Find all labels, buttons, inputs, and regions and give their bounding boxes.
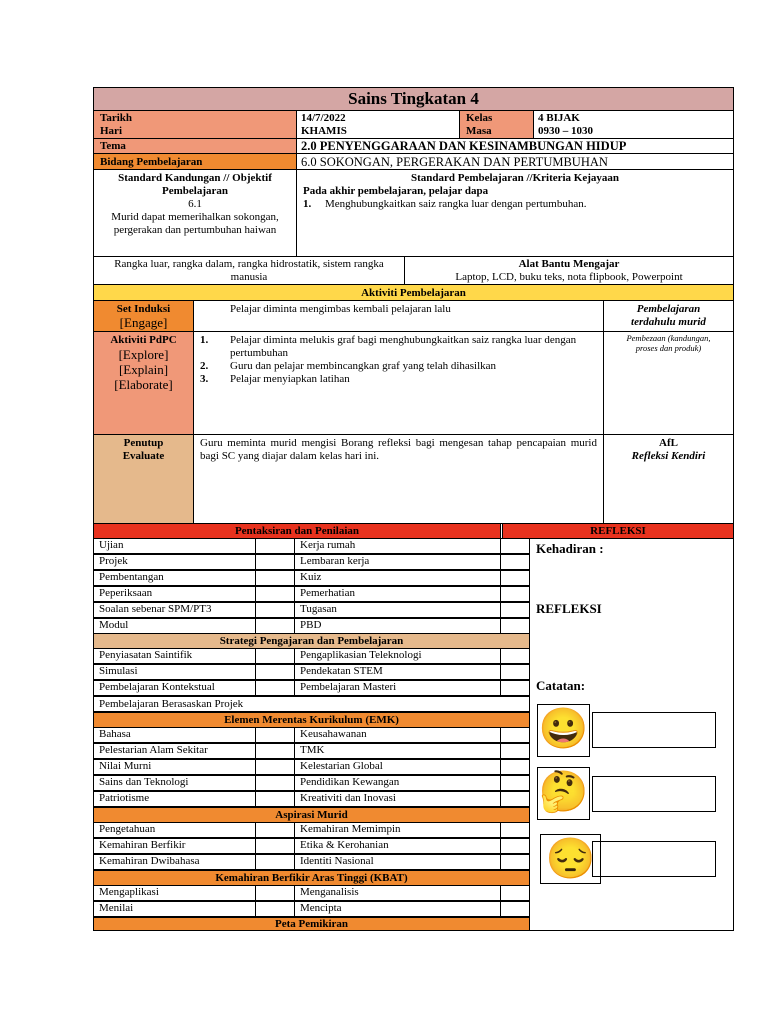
sp-item-number: 1. (303, 198, 312, 210)
pdpc-item-number: 3. (200, 373, 209, 385)
checkbox-cell[interactable] (500, 538, 530, 554)
checkbox-cell[interactable] (255, 885, 295, 901)
checkbox-cell[interactable] (255, 743, 295, 759)
afl-sub: Refleksi Kendiri (631, 450, 706, 462)
tarikh-hari-label (93, 110, 297, 139)
check-item-label: Pengaplikasian Teleknologi (294, 648, 501, 664)
page-title: Sains Tingkatan 4 (93, 87, 734, 111)
pdpc-item-text: Guru dan pelajar membincangkan graf yang telah dihasilkan (230, 360, 497, 372)
bidang-value: 6.0 SOKONGAN, PERGERAKAN DAN PERTUMBUHAN (296, 153, 734, 170)
happy-face-icon: 😀 (537, 704, 590, 757)
thinking-comment-box[interactable] (592, 776, 716, 812)
checkbox-cell[interactable] (255, 727, 295, 743)
pdpc-explain: [Explain] (118, 362, 169, 377)
masa-label: Masa (466, 125, 492, 137)
happy-comment-box[interactable] (592, 712, 716, 748)
kelas-masa-label (459, 110, 534, 139)
checkbox-cell[interactable] (500, 618, 530, 634)
check-item-label: Kerja rumah (294, 538, 501, 554)
check-item-label: Lembaran kerja (294, 554, 501, 570)
induksi-right: Pembelajaran terdahulu murid (603, 300, 734, 332)
checkbox-cell[interactable] (255, 538, 295, 554)
checkbox-cell[interactable] (500, 759, 530, 775)
alat-bantu (404, 256, 734, 285)
pdpc-right: Pembezaan (kandungan, proses dan produk) (603, 331, 734, 435)
pdpc-label (93, 331, 194, 435)
check-item-label: Kuiz (294, 570, 501, 586)
checkbox-cell[interactable] (255, 570, 295, 586)
tarikh-label: Tarikh (100, 112, 133, 124)
checkbox-cell[interactable] (500, 743, 530, 759)
penutup-title: Penutup (123, 437, 164, 449)
checkbox-cell[interactable] (500, 680, 530, 696)
check-item-label: Pembentangan (93, 570, 256, 586)
afl-cell (603, 434, 734, 524)
refleksi-heading: REFLEKSI (502, 523, 734, 539)
check-item-label: Kemahiran Dwibahasa (93, 854, 256, 870)
pdpc-item-number: 1. (200, 334, 209, 346)
thinking-face-icon: 🤔 (537, 767, 590, 820)
pdpc-item (200, 334, 597, 360)
checkbox-cell[interactable] (255, 822, 295, 838)
checkbox-cell[interactable] (255, 759, 295, 775)
checkbox-cell[interactable] (255, 854, 295, 870)
sk-text: Murid dapat memerihalkan sokongan, pergerakan dan pertumbuhan haiwan (111, 211, 279, 236)
checkbox-cell[interactable] (255, 901, 295, 917)
induksi-text: Pelajar diminta mengimbas kembali pelajaran lalu (193, 300, 604, 332)
pdpc-explore: [Explore] (118, 347, 169, 362)
checkbox-cell[interactable] (255, 680, 295, 696)
standard-kandungan (93, 169, 297, 257)
kelas-value: 4 BIJAK (538, 112, 580, 124)
induksi-label: Set Induksi (116, 303, 171, 315)
keywords: Rangka luar, rangka dalam, rangka hidrostatik, sistem rangka manusia (93, 256, 405, 285)
induksi-sub: [Engage] (119, 315, 168, 330)
pdpc-text (193, 331, 604, 435)
check-item-label: Keusahawanan (294, 727, 501, 743)
check-item-label: Kelestarian Global (294, 759, 501, 775)
checkbox-cell[interactable] (255, 618, 295, 634)
check-item-label: Peperiksaan (93, 586, 256, 602)
checkbox-cell[interactable] (500, 775, 530, 791)
hari-value: KHAMIS (301, 125, 347, 137)
kelas-label: Kelas (466, 112, 493, 124)
check-item-label: Penyiasatan Saintifik (93, 648, 256, 664)
check-item-label: Sains dan Teknologi (93, 775, 256, 791)
afl-label: AfL (659, 437, 678, 449)
sad-comment-box[interactable] (592, 841, 716, 877)
peta-heading: Peta Pemikiran (93, 917, 530, 931)
strategi-heading: Strategi Pengajaran dan Pembelajaran (93, 633, 530, 649)
check-item-label: Pembelajaran Kontekstual (93, 680, 256, 696)
tema-label: Tema (93, 138, 297, 154)
bidang-label: Bidang Pembelajaran (93, 153, 297, 170)
emk-heading: Elemen Merentas Kurikulum (EMK) (93, 712, 530, 728)
checkbox-cell[interactable] (500, 901, 530, 917)
sp-item-text: Menghubungkaitkan saiz rangka luar dengan pertumbuhan. (325, 198, 587, 210)
check-item-label: Pembelajaran Masteri (294, 680, 501, 696)
checkbox-cell[interactable] (500, 822, 530, 838)
pdpc-item-number: 2. (200, 360, 209, 372)
tema-value: 2.0 PENYENGGARAAN DAN KESINAMBUNGAN HIDUP (296, 138, 734, 154)
tarikh-value: 14/7/2022 (301, 112, 346, 124)
check-item-label: Modul (93, 618, 256, 634)
checkbox-cell[interactable] (500, 727, 530, 743)
checkbox-cell[interactable] (500, 554, 530, 570)
check-item-label: Ujian (93, 538, 256, 554)
alat-text: Laptop, LCD, buku teks, nota flipbook, Powerpoint (455, 271, 683, 283)
checkbox-cell[interactable] (255, 664, 295, 680)
checkbox-cell[interactable] (500, 586, 530, 602)
check-item-label: Kreativiti dan Inovasi (294, 791, 501, 807)
check-item-label: Etika & Kerohanian (294, 838, 501, 854)
checkbox-cell[interactable] (255, 554, 295, 570)
kelas-masa-value (533, 110, 734, 139)
checkbox-cell[interactable] (500, 854, 530, 870)
aktiviti-heading: Aktiviti Pembelajaran (93, 284, 734, 301)
check-item-label: Menilai (93, 901, 256, 917)
check-item-label: Identiti Nasional (294, 854, 501, 870)
check-item-label: PBD (294, 618, 501, 634)
pdpc-item-text: Pelajar menyiapkan latihan (230, 373, 350, 385)
standard-pembelajaran (296, 169, 734, 257)
check-item-label: Menganalisis (294, 885, 501, 901)
checkbox-cell[interactable] (255, 648, 295, 664)
checkbox-cell[interactable] (500, 885, 530, 901)
assessment-table (93, 523, 530, 931)
checkbox-cell[interactable] (255, 838, 295, 854)
sp-item (303, 198, 727, 211)
checkbox-cell[interactable] (255, 791, 295, 807)
catatan-label: Catatan: (536, 678, 586, 693)
check-item-label: Pendekatan STEM (294, 664, 501, 680)
aspirasi-heading: Aspirasi Murid (93, 807, 530, 823)
check-item-label: Kemahiran Berfikir (93, 838, 256, 854)
check-item-label: Tugasan (294, 602, 501, 618)
checkbox-cell[interactable] (500, 570, 530, 586)
masa-value: 0930 – 1030 (538, 125, 593, 137)
check-item-label: Pelestarian Alam Sekitar (93, 743, 256, 759)
pdpc-title: Aktiviti PdPC (110, 334, 177, 346)
tarikh-hari-value (296, 110, 460, 139)
pdpc-elaborate: [Elaborate] (114, 377, 173, 392)
penutup-label (93, 434, 194, 524)
kbat-heading: Kemahiran Berfikir Aras Tinggi (KBAT) (93, 870, 530, 886)
check-item-label: Mencipta (294, 901, 501, 917)
check-item-label: Soalan sebenar SPM/PT3 (93, 602, 256, 618)
check-item-label: Projek (93, 554, 256, 570)
check-item-label: Simulasi (93, 664, 256, 680)
check-item-label: Pemerhatian (294, 586, 501, 602)
kehadiran-label: Kehadiran : (536, 541, 604, 556)
checkbox-cell[interactable] (500, 648, 530, 664)
sp-intro: Pada akhir pembelajaran, pelajar dapa (303, 185, 489, 197)
pdpc-item (200, 360, 597, 373)
penutup-text: Guru meminta murid mengisi Borang refleksi bagi mengesan tahap pencapaian murid bagi SC yang diajar dalam kelas hari ini. (193, 434, 604, 524)
hari-label: Hari (100, 125, 122, 137)
sk-heading: Standard Kandungan // Objektif Pembelajaran (118, 172, 272, 197)
sp-heading: Standard Pembelajaran //Kriteria Kejayaan (410, 172, 620, 184)
check-item-label: Pendidikan Kewangan (294, 775, 501, 791)
check-item-label: Nilai Murni (93, 759, 256, 775)
pentaksiran-heading: Pentaksiran dan Penilaian (93, 523, 501, 539)
checkbox-cell[interactable] (500, 838, 530, 854)
set-induksi-label (93, 300, 194, 332)
checkbox-cell[interactable] (500, 664, 530, 680)
pdpc-item (200, 373, 597, 386)
sk-code: 6.1 (188, 198, 202, 210)
check-item-label: Patriotisme (93, 791, 256, 807)
checkbox-cell[interactable] (500, 602, 530, 618)
check-item-label: TMK (294, 743, 501, 759)
check-item-label: Kemahiran Memimpin (294, 822, 501, 838)
checkbox-cell[interactable] (255, 775, 295, 791)
refleksi-panel (529, 538, 734, 931)
penutup-sub: Evaluate (122, 450, 165, 462)
check-item-label: Bahasa (93, 727, 256, 743)
checkbox-cell[interactable] (255, 602, 295, 618)
check-item-label: Mengaplikasi (93, 885, 256, 901)
refleksi-label: REFLEKSI (536, 601, 602, 616)
strategi-last: Pembelajaran Berasaskan Projek (93, 696, 530, 712)
checkbox-cell[interactable] (255, 586, 295, 602)
alat-heading: Alat Bantu Mengajar (518, 258, 620, 270)
sad-face-icon: 😔 (540, 834, 601, 884)
check-item-label: Pengetahuan (93, 822, 256, 838)
pdpc-item-text: Pelajar diminta melukis graf bagi menghubungkaitkan saiz rangka luar dengan pertumbuhan (230, 334, 577, 359)
checkbox-cell[interactable] (500, 791, 530, 807)
